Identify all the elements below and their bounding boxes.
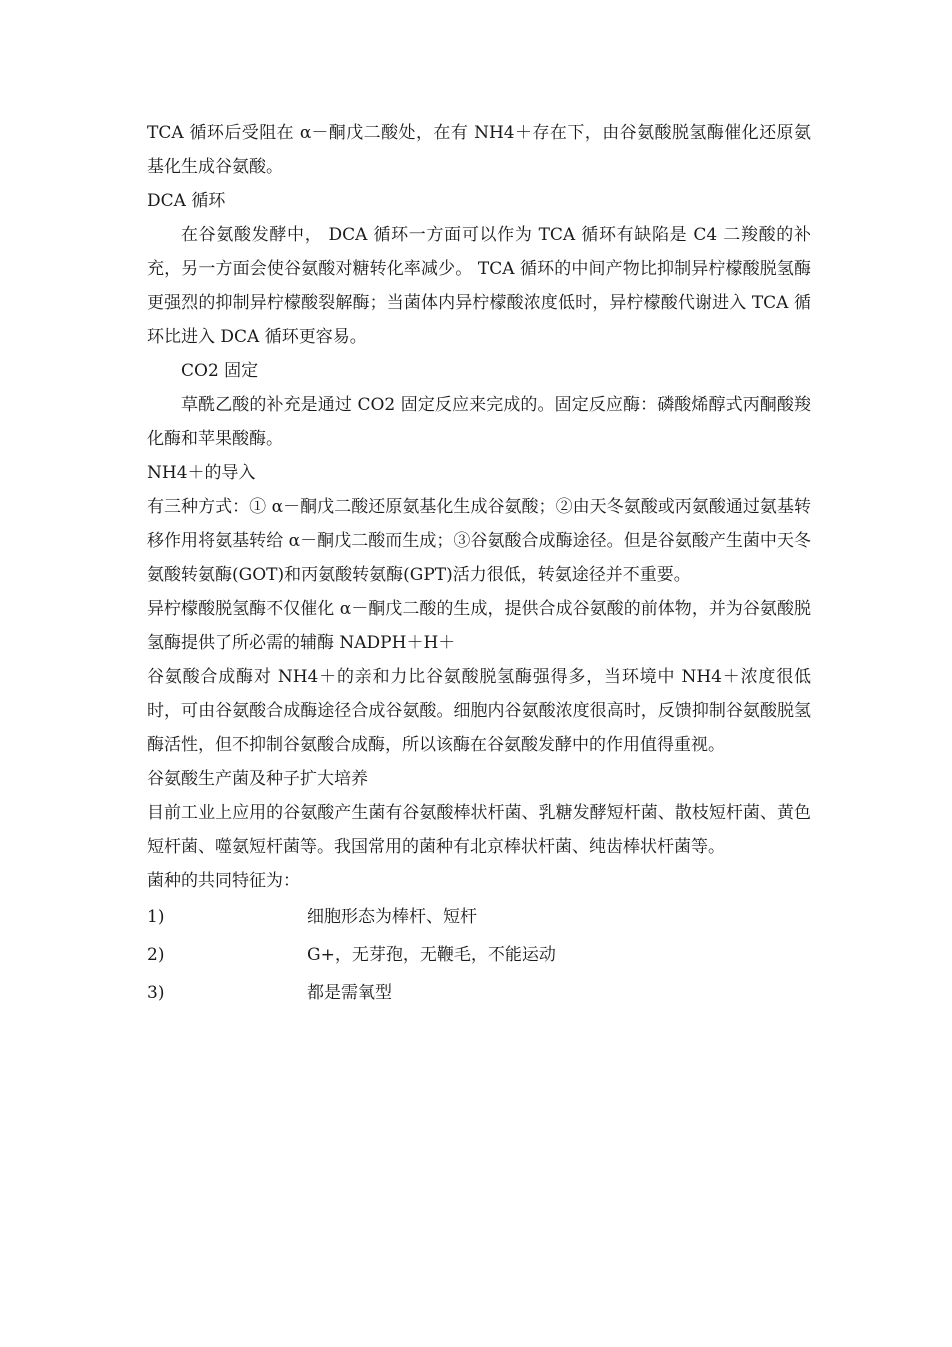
- paragraph-dca-role: 在谷氨酸发酵中， DCA 循环一方面可以作为 TCA 循环有缺陷是 C4 二羧酸的补充，另一方面会使谷氨酸对糖转化率减少。 TCA 循环的中间产物比抑制异柠檬酸脱氢酶更强烈的抑制异柠檬酸裂解酶；当菌体内异柠檬酸浓度低时，异柠檬酸代谢进入 TCA 循环比进入 DCA 循环更容易。: [147, 225, 811, 347]
- paragraph-common-features-intro: 菌种的共同特征为：: [147, 871, 300, 891]
- heading-nh4-import: NH4＋的导入: [147, 463, 256, 483]
- heading-dca-cycle: DCA 循环: [147, 191, 226, 211]
- features-list: [147, 898, 811, 1012]
- list-item: [147, 898, 811, 936]
- paragraph-industrial-strains: 目前工业上应用的谷氨酸产生菌有谷氨酸棒状杆菌、乳糖发酵短杆菌、散枝短杆菌、黄色短杆菌、噬氨短杆菌等。我国常用的菌种有北京棒状杆菌、纯齿棒状杆菌等。: [147, 803, 811, 857]
- paragraph-oxaloacetate: 草酰乙酸的补充是通过 CO2 固定反应来完成的。固定反应酶：磷酸烯醇式丙酮酸羧化酶和苹果酸酶。: [147, 395, 811, 449]
- heading-co2-fixation: CO2 固定: [181, 361, 259, 381]
- paragraph-isocitrate-dehydrogenase: 异柠檬酸脱氢酶不仅催化 α－酮戊二酸的生成，提供合成谷氨酸的前体物，并为谷氨酸脱氢酶提供了所必需的辅酶 NADPH＋H＋: [147, 599, 811, 653]
- list-item-number: 1): [147, 907, 165, 927]
- list-item: [147, 936, 811, 974]
- list-item-text: G+，无芽孢，无鞭毛，不能运动: [307, 945, 556, 965]
- paragraph-glutamate-synthase: 谷氨酸合成酶对 NH4＋的亲和力比谷氨酸脱氢酶强得多，当环境中 NH4＋浓度很低时，可由谷氨酸合成酶途径合成谷氨酸。细胞内谷氨酸浓度很高时，反馈抑制谷氨酸脱氢酶活性，但不抑制谷氨酸合成酶，所以该酶在谷氨酸发酵中的作用值得重视。: [147, 667, 811, 755]
- list-item-number: 3): [147, 983, 165, 1003]
- list-item-number: 2): [147, 945, 165, 965]
- list-item-text: 都是需氧型: [307, 983, 392, 1003]
- list-item-text: 细胞形态为棒杆、短杆: [307, 907, 477, 927]
- paragraph-three-methods: 有三种方式：① α－酮戊二酸还原氨基化生成谷氨酸；②由天冬氨酸或丙氨酸通过氨基转移作用将氨基转给 α－酮戊二酸而生成；③谷氨酸合成酶途径。但是谷氨酸产生菌中天冬氨酸转氨酶(GOT)和丙氨酸转氨酶(GPT)活力很低，转氨途径并不重要。: [147, 497, 811, 585]
- heading-strains-culture: 谷氨酸生产菌及种子扩大培养: [147, 769, 368, 789]
- list-item: [147, 974, 811, 1012]
- document-body: [147, 116, 811, 1012]
- paragraph-tca-blocked: TCA 循环后受阻在 α－酮戊二酸处，在有 NH4＋存在下，由谷氨酸脱氢酶催化还原氨基化生成谷氨酸。: [147, 123, 811, 177]
